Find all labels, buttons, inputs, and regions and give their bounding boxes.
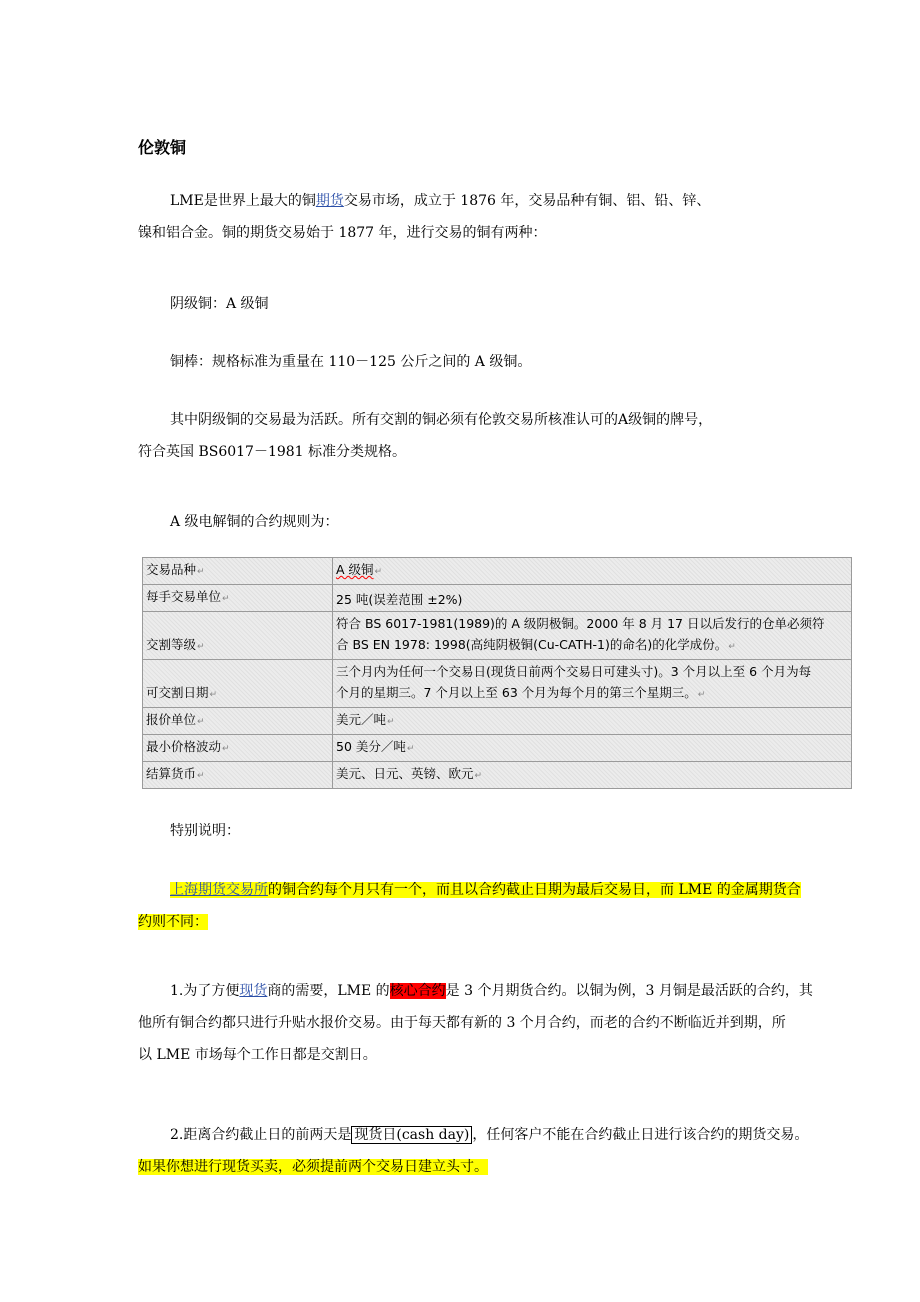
table-value-cell: 25 吨(误差范围 ±2%): [333, 585, 852, 612]
table-key-cell: 可交割日期↵: [143, 660, 333, 708]
table-key-cell: 结算货币↵: [143, 762, 333, 789]
cash-day-box: 现货日(cash day): [351, 1126, 472, 1144]
special-note-label: 特别说明：: [170, 823, 240, 839]
table-value-cell: 符合 BS 6017-1981(1989)的 A 级阴极铜。2000 年 8 月 17 日以后发行的仓单必须符 合 BS EN 1978: 1998(高纯阴极铜(Cu-CATH-1)的命名)的化学成份。↵: [333, 612, 852, 660]
intro-line-2: 镍和铝合金。铜的期货交易始于 1877 年，进行交易的铜有两种：: [138, 225, 547, 241]
point-1-paragraph: [138, 975, 813, 1071]
table-row: [143, 735, 852, 762]
point-2-paragraph: [138, 1119, 809, 1183]
table-key-cell: 交割等级↵: [143, 612, 333, 660]
table-value-cell: A 级铜↵: [333, 558, 852, 585]
note-intro-paragraph: [138, 874, 801, 938]
note-intro-line-1: [138, 874, 801, 906]
intro-text: LME是世界上最大的铜: [170, 193, 316, 209]
note-intro-text: 的铜合约每个月只有一个，而且以合约截止日期为最后交易日，而 LME 的金属期货合: [268, 882, 801, 898]
active-trading-line-2: 符合英国 BS6017－1981 标准分类规格。: [138, 444, 407, 460]
table-row: [143, 762, 852, 789]
table-key-cell: 最小价格波动↵: [143, 735, 333, 762]
point-2-line-2: 如果你想进行现货买卖，必须提前两个交易日建立头寸。: [138, 1159, 488, 1175]
table-row: [143, 660, 852, 708]
point-1-line-2: 他所有铜合约都只进行升贴水报价交易。由于每天都有新的 3 个月合约，而老的合约不断临近并到期，所: [138, 1015, 786, 1031]
intro-text-cont: 交易市场，成立于 1876 年，交易品种有铜、铝、铅、锌、: [343, 193, 711, 209]
table-key-cell: 报价单位↵: [143, 708, 333, 735]
table-row: [143, 558, 852, 585]
point-1-line-3: 以 LME 市场每个工作日都是交割日。: [138, 1047, 377, 1063]
table-key-cell: 交易品种↵: [143, 558, 333, 585]
point-1-line-1: 1.为了方便现货商的需要，LME 的核心合约是 3 个月期货合约。以铜为例，3 月铜是最活跃的合约，其: [170, 983, 813, 999]
spot-link[interactable]: 现货: [239, 983, 268, 999]
contract-spec-table: [142, 557, 852, 789]
table-value-cell: 美元、日元、英镑、欧元↵: [333, 762, 852, 789]
shfe-link[interactable]: 上海期货交易所: [170, 882, 268, 898]
table-row: [143, 585, 852, 612]
copper-rod-text: 铜棒：规格标准为重量在 110－125 公斤之间的 A 级铜。: [170, 354, 532, 370]
core-contract-highlight: 核心合约: [389, 983, 446, 999]
point-2-line-1: 2.距离合约截止日的前两天是 现货日(cash day) ，任何客户不能在合约截止日进行该合约的期货交易。: [170, 1127, 809, 1143]
active-trading-paragraph: [138, 404, 788, 468]
grade-a-cathode-text: 阴级铜：A 级铜: [170, 296, 269, 312]
table-value-cell: 50 美分／吨↵: [333, 735, 852, 762]
futures-link[interactable]: 期货: [315, 193, 344, 209]
table-value-cell: 美元／吨↵: [333, 708, 852, 735]
table-key-cell: 每手交易单位↵: [143, 585, 333, 612]
intro-line-1: [138, 185, 788, 217]
table-row: [143, 612, 852, 660]
table-value-cell: 三个月内为任何一个交易日(现货日前两个交易日可建头寸)。3 个月以上至 6 个月为每 个月的星期三。7 个月以上至 63 个月为每个月的第三个星期三。↵: [333, 660, 852, 708]
table-row: [143, 708, 852, 735]
contract-rules-intro: A 级电解铜的合约规则为：: [170, 514, 339, 530]
page-title: 伦敦铜: [138, 138, 187, 157]
active-trading-line-1: 其中阴级铜的交易最为活跃。所有交割的铜必须有伦敦交易所核准认可的A级铜的牌号，: [170, 412, 713, 428]
note-intro-line-2: 约则不同：: [138, 914, 208, 930]
intro-paragraph: [138, 185, 788, 249]
